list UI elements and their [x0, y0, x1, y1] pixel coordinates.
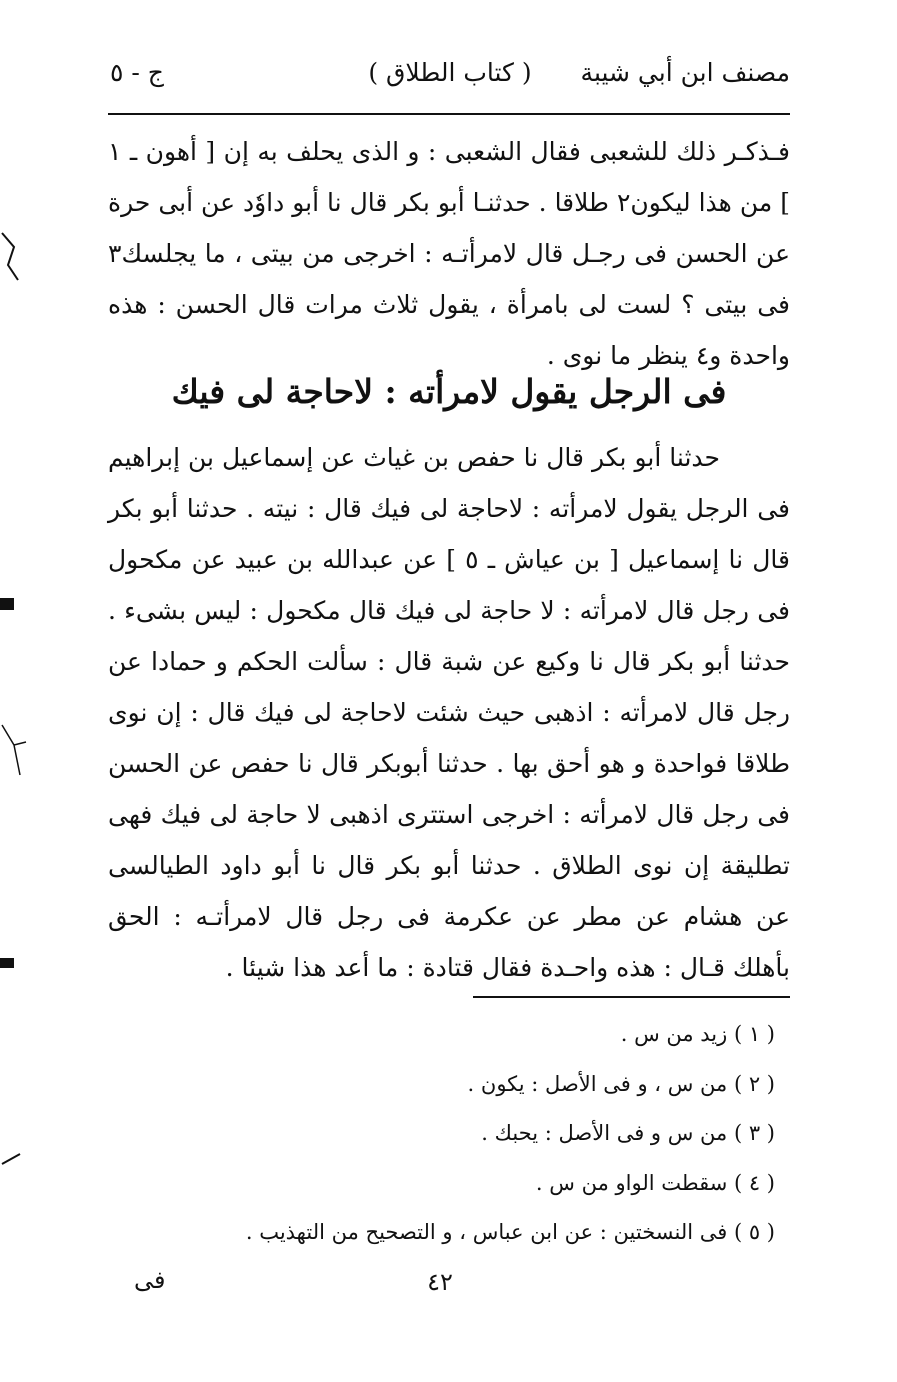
footnote-1: ( ١ ) زيد من س .: [620, 1022, 775, 1046]
footnote-2: ( ٢ ) من س ، و فى الأصل : يكون .: [467, 1071, 775, 1096]
footnotes: [245, 1010, 775, 1258]
scan-mark-icon: [0, 720, 30, 780]
scan-mark-icon: [0, 225, 24, 285]
scan-mark-icon: [0, 958, 14, 968]
paragraph-continued: [108, 126, 790, 381]
volume-number: ج - ٥: [110, 58, 164, 87]
footnote-5: ( ٥ ) فى النسختين : عن ابن عباس ، و التصحيح من التهذيب .: [245, 1220, 775, 1244]
footnote-rule: [473, 996, 790, 998]
section-heading: فى الرجل يقول لامرأته : لاحاجة لى فيك: [171, 372, 727, 411]
section-body: [108, 432, 790, 993]
header-rule: [108, 113, 790, 115]
running-header: [110, 52, 790, 96]
scan-mark-icon: [0, 598, 14, 610]
paragraph-text: حدثنا أبو بكر قال نا حفص بن غياث عن إسماعيل بن إبراهيم فى الرجل يقول لامرأته : لاحاجة لى فيك قال : نيته . حدثنا أبو بكر قال نا إسماعيل [ بن عياش ـ ٥ ] عن عبدالله بن عبيد عن مكحول فى رجل قال لامرأته : لا حاجة لى فيك قال مكحول : ليس بشىء . حدثنا أبو بكر قال نا وكيع عن شبة قال : سألت الحكم و حمادا عن رجل قال لامرأته : اذهبى حيث شئت لاحاجة لى فيك قال : إن نوى طلاقا فواحدة و هو أحق بها . حدثنا أبوبكر قال نا حفص عن الحسن فى رجل قال لامرأته : اخرجى استترى اذهبى لا حاجة لى فيك فهى تطليقة إن نوى الطلاق . حدثنا أبو بكر قال نا أبو داود الطيالسى عن هشام عن مطر عن عكرمة فى رجل قال لامرأتـه : الحق بأهلك قـال : هذه واحـدة فقال قتادة : ما أعد هذا شيئا .: [108, 443, 790, 982]
page-number: ٤٢: [427, 1268, 453, 1296]
chapter-title: ( كتاب الطلاق ): [368, 58, 532, 87]
footnote-4: ( ٤ ) سقطت الواو من س .: [535, 1170, 775, 1195]
scan-mark-icon: [0, 1150, 24, 1170]
catchword: فى: [134, 1266, 166, 1294]
book-title: مصنف ابن أبي شيبة: [580, 58, 790, 87]
paragraph-text: فـذكـر ذلك للشعبى فقال الشعبى : و الذى يحلف به إن [ أهون ـ ١ ] من هذا ليكون٢ طلاقا . حدثنـا أبو بكر قال نا أبو داوٗد عن أبى حرة عن الحسن فى رجـل قال لامرأتـه : اخرجى من بيتى ، ما يجلسك٣ فى بيتى ؟ لست لى بامرأة ، يقول ثلاث مرات قال الحسن : هذه واحدة و٤ ينظر ما نوى .: [108, 137, 790, 370]
footnote-3: ( ٣ ) من س و فى الأصل : يحبك .: [481, 1121, 775, 1145]
